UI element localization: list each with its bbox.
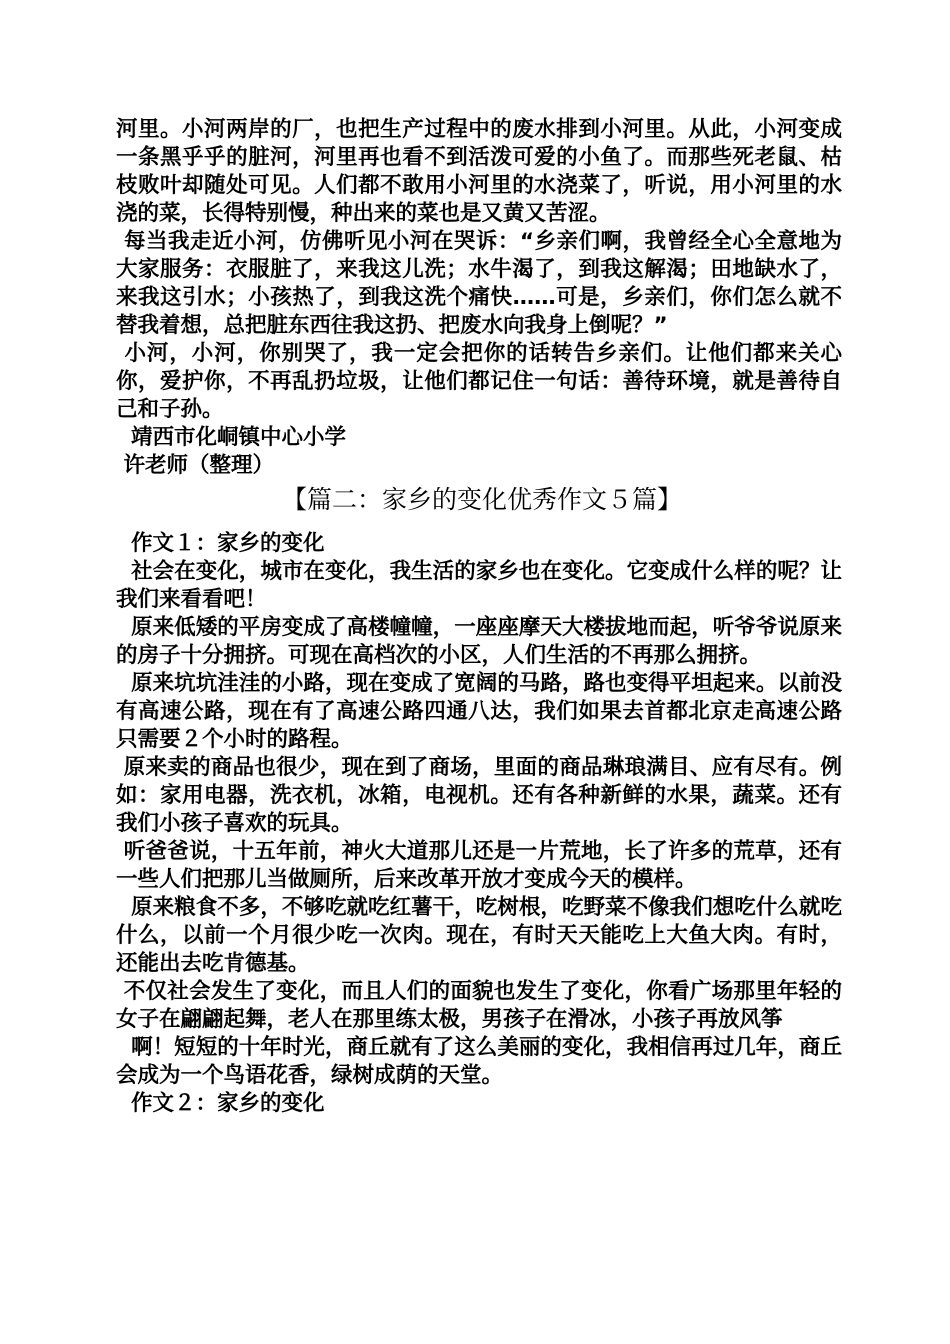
paragraph: 社会在变化，城市在变化，我生活的家乡也在变化。它变成什么样的呢？让我们来看看吧！ [116,559,842,612]
paragraph: 啊！短短的十年时光，商丘就有了这么美丽的变化，我相信再过几年，商丘会成为一个鸟语花香，绿树成荫的天堂。 [116,1035,842,1088]
paragraph: 原来低矮的平房变成了高楼幢幢，一座座摩天大楼拔地而起，听爷爷说原来的房子十分拥挤。可现在高档次的小区，人们生活的不再那么拥挤。 [116,615,842,668]
teacher-name: 许老师（整理） [116,453,275,478]
paragraph: 每当我走近小河，仿佛听见小河在哭诉：“乡亲们啊，我曾经全心全意地为大家服务：衣服脏了，来我这儿洗；水牛渴了，到我这解渴；田地缺水了，来我这引水；小孩热了，到我这洗个痛快……可是，乡亲们，你们怎么就不替我着想，总把脏东西往我这扔、把废水向我身上倒呢？” [116,229,842,338]
paragraph: 原来粮食不多，不够吃就吃红薯干，吃树根，吃野菜不像我们想吃什么就吃什么，以前一个月很少吃一次肉。现在，有时天天能吃上大鱼大肉。有时，还能出去吃肯德基。 [116,895,842,976]
paragraph: 原来卖的商品也很少，现在到了商场，里面的商品琳琅满目、应有尽有。例如：家用电器，洗衣机，冰箱，电视机。还有各种新鲜的水果，蔬菜。还有我们小孩子喜欢的玩具。 [116,755,842,836]
essay-title: 作文２：家乡的变化 [116,1091,325,1116]
school-name: 靖西市化峒镇中心小学 [116,425,346,450]
section-heading: 【篇二：家乡的变化优秀作文５篇】 [281,485,682,514]
paragraph: 原来坑坑洼洼的小路，现在变成了宽阔的马路，路也变得平坦起来。以前没有高速公路，现在有了高速公路四通八达，我们如果去首都北京走高速公路只需要２个小时的路程。 [116,671,842,752]
paragraph: 不仅社会发生了变化，而且人们的面貌也发生了变化，你看广场那里年轻的女子在翩翩起舞，老人在那里练太极，男孩子在滑冰，小孩子再放风筝 [116,979,842,1032]
essay-title: 作文１：家乡的变化 [116,531,325,556]
paragraph: 河里。小河两岸的厂，也把生产过程中的废水排到小河里。从此，小河变成一条黑乎乎的脏河，河里再也看不到活泼可爱的小鱼了。而那些死老鼠、枯枝败叶却随处可见。人们都不敢用小河里的水浇菜了，听说，用小河里的水浇的菜，长得特别慢，种出来的菜也是又黄又苦涩。 [116,117,842,226]
paragraph: 小河，小河，你别哭了，我一定会把你的话转告乡亲们。让他们都来关心你，爱护你，不再乱扔垃圾，让他们都记住一句话：善待环境，就是善待自己和子孙。 [116,341,842,422]
paragraph: 听爸爸说，十五年前，神火大道那儿还是一片荒地，长了许多的荒草，还有一些人们把那儿当做厕所，后来改革开放才变成今天的模样。 [116,839,842,892]
document-page [116,116,842,1118]
